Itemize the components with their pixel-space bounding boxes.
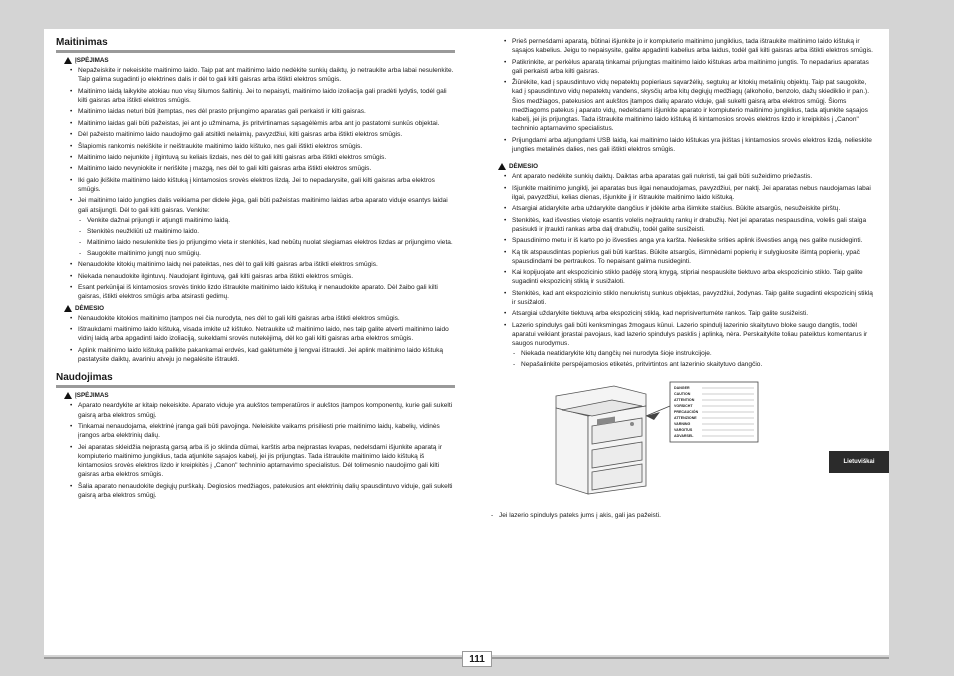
caution-heading bbox=[64, 304, 455, 313]
list-item: • Spausdinimo metu ir iš karto po jo išvesties anga yra karšta. Nelieskite srities aplink išvesties angą nes galite nusideginti. bbox=[512, 236, 878, 245]
label-text-line: CAUTION bbox=[674, 391, 691, 396]
caution-list bbox=[56, 314, 455, 364]
list-item: • Atsargiai atidarykite arba uždarykite dangčius ir įdėkite arba išimkite stalčius. Būkite atsargūs, nesužeiskite pirštų. bbox=[512, 204, 878, 213]
list-item: • Patikrinkite, ar perkėlus aparatą tinkamai prijungtas maitinimo laido kištukas arba maitinimo jungtis. To nepadarius aparatas gali perkaisti arba kilti gaisras. bbox=[512, 58, 878, 76]
warning-label: ĮSPĖJIMAS bbox=[75, 392, 109, 400]
list-item: • Maitinimo laidą laikykite atokiau nuo visų šilumos šaltinių. Jei to nepaisyti, maitinimo laido izoliacija gali pradėti lydytis, todėl gali kilti gaisras arba ištikti elektros smūgis. bbox=[78, 87, 455, 105]
sub-list-item: - Nepašalinkite perspėjamosios etiketės, pritvirtintos ant lazerinio skaitytuvo dangčio. bbox=[521, 360, 878, 369]
list-item bbox=[512, 321, 878, 370]
list-item: • Iki galo įkiškite maitinimo laido kištuką į kintamosios srovės elektros lizdą. Jei to nepadarysite, gali kilti gaisras arba elektros smūgis. bbox=[78, 176, 455, 194]
list-item: • Žiūrėkite, kad į spausdintuvo vidų nepatektų popieriaus sąvaržėlių, segtukų ar kitokių metalinių objektų. Taip pat saugokite, kad į spausdintuvo vidų nepatektų vandens, skysčių arba kitų degiųjų medžiagų (alkoholio, benzolo, dažų skiediklio ir pan.). Šios medžiagos, patekusios ant aukštos įtampos dalių aparato viduje, gali sukelti gaisrą arba elektros smūgį. Šioms medžiagoms patekus į aparato vidų, nedelsdami išjunkite aparato ir kompiuterio maitinimo jungiklius, tada atjunkite sąsajos kabelį, jei jis prijungtas. Tada ištraukite maitinimo laido kištuką iš kintamosios srovės elektros lizdo ir kreipkitės į „Canon" techninio aptarnavimo specialistus. bbox=[512, 78, 878, 133]
figure-caption-list bbox=[490, 511, 878, 520]
list-item: • Šalia aparato nenaudokite degiųjų purškalų. Degiosios medžiagos, patekusios ant elektrinių dalių spausdintuvo viduje, gali sukelti gaisrą arba elektros smūgį. bbox=[78, 482, 455, 500]
list-item: • Prijungdami arba atjungdami USB laidą, kai maitinimo laido kištukas yra įkištas į kintamosios srovės elektros lizdą, nelieskite jungties metalinės dalies, nes gali ištikti elektros smūgis. bbox=[512, 136, 878, 154]
list-item: • Maitinimo laido nevyniokite ir neriškite į mazgą, nes dėl to gali kilti gaisras arba ištikti elektros smūgis. bbox=[78, 164, 455, 173]
sub-list-item: - Venkite dažnai prijungti ir atjungti maitinimo laidą. bbox=[87, 216, 455, 225]
sub-list-item: - Stenkitės neužkliūti už maitinimo laido. bbox=[87, 227, 455, 236]
sub-list-item: - Saugokite maitinimo jungtį nuo smūgių. bbox=[87, 249, 455, 258]
warning-triangle-icon bbox=[64, 57, 72, 64]
right-column bbox=[490, 37, 878, 522]
label-text-line: ATTENZIONE bbox=[674, 415, 697, 420]
list-item: • Stenkitės, kad išvesties vietoje esantis volelis neįtrauktų rankų ir drabužių. Net jei aparatas nespausdina, volelis gali staiga pasisukti ir įtraukti rankas arba dalį drabužių, todėl galite susižeisti. bbox=[512, 216, 878, 234]
label-text-line: VARNING bbox=[674, 421, 691, 426]
list-item-text: Jei maitinimo laido jungties dalis veikiama per didele jėga, gali būti pažeistas maitinimo laidas arba aparato viduje esantys laidai gali atsijungti. Dėl to gali kilti gaisras. Venkite: bbox=[78, 197, 448, 214]
left-column bbox=[56, 37, 455, 502]
label-text-line: ATTENTION bbox=[674, 397, 695, 402]
section-title-naudojimas: Naudojimas bbox=[56, 372, 455, 388]
list-item-text: Lazerio spindulys gali būti kenksmingas žmogaus kūnui. Lazerio spindulį lazerinio skaitytuvo bloke saugo dangtis, todėl aparatui veikiant įprastai pavojaus, kad lazerio spindulys pasklis į aplinką, nėra. Perskaitykite toliau pateiktus komentarus ir saugos nurodymus. bbox=[512, 321, 868, 348]
list-item: • Ištraukdami maitinimo laido kištuką, visada imkite už kištuko. Netraukite už maitinimo laido, nes taip galite atverti maitinimo laido vidinį laidą arba apgadinti laido izoliaciją, sukeldami srovės nutekėjimą, dėl ko gali kilti gaisras arba elektros smūgis. bbox=[78, 325, 455, 343]
language-tab: Lietuviškai bbox=[829, 451, 889, 473]
caution-heading bbox=[498, 162, 878, 171]
sub-list bbox=[512, 349, 878, 369]
list-item: • Niekada nenaudokite ilgintuvų. Naudojant ilgintuvą, gali kilti gaisras arba ištikti elektros smūgis. bbox=[78, 272, 455, 281]
warning-triangle-icon bbox=[64, 392, 72, 399]
list-item: • Kai kopijuojate ant ekspozicinio stiklo padėję storą knygą, stipriai nespauskite tiektuvo arba ekspozicinio stiklo. Taip galite sugadinti ekspozicinį stiklą ir susižaloti. bbox=[512, 268, 878, 286]
list-item: • Maitinimo laidas neturi būti įtemptas, nes dėl prasto prijungimo aparatas gali perkaisti ir kilti gaisras. bbox=[78, 107, 455, 116]
list-item: • Nenaudokite kitokių maitinimo laidų nei pateiktas, nes dėl to gali kilti gaisras arba ištikti elektros smūgis. bbox=[78, 260, 455, 269]
list-item: • Tinkamai nenaudojama, elektrinė įranga gali būti pavojinga. Neleiskite vaikams prisiliesti prie maitinimo laidų, kabelių, vidinės įrangos arba elektrinių dalių. bbox=[78, 422, 455, 440]
warning-list-continued bbox=[490, 37, 878, 154]
page-number: 111 bbox=[462, 651, 492, 667]
warning-list bbox=[56, 66, 455, 301]
sub-list bbox=[78, 216, 455, 258]
list-item: • Ant aparato nedėkite sunkių daiktų. Daiktas arba aparatas gali nukristi, tai gali būti sužeidimo priežastis. bbox=[512, 172, 878, 181]
caution-label: DĖMESIO bbox=[509, 163, 539, 170]
list-item: • Jei aparatas skleidžia neįprastą garsą arba iš jo sklinda dūmai, karštis arba neįprastas kvapas, nedelsdami išjunkite aparatą ir kompiuterio maitinimo jungiklius, tada atjunkite sąsajos kabelį, jei jis prijungtas. Tada ištraukite maitinimo laido kištuką iš kintamosios srovės elektros lizdo ir kreipkitės į „Canon" techninio aptarnavimo specialistus. Dėl tolimesnio naudojimo gali kilti gaisras arba elektros smūgis. bbox=[78, 443, 455, 480]
caution-list bbox=[490, 172, 878, 369]
caution-triangle-icon bbox=[64, 305, 72, 312]
list-item bbox=[78, 196, 455, 258]
printer-with-warning-label-figure bbox=[542, 376, 802, 504]
label-text-line: PRECAUCIÓN bbox=[674, 409, 699, 414]
list-item: • Aparato neardykite ar kitaip nekeiskite. Aparato viduje yra aukštos temperatūros ir aukštos įtampos komponentų, kurie gali sukelti gaisrą arba elektros smūgį. bbox=[78, 401, 455, 419]
list-item: • Nepažeiskite ir nekeiskite maitinimo laido. Taip pat ant maitinimo laido nedėkite sunkių daiktų, jo netraukite arba labai nesulenkite. Taip galima sugadinti jo elektrines dalis ir dėl to gali kilti gaisras arba ištikti elektros smūgis. bbox=[78, 66, 455, 84]
figure-caption: - Jei lazerio spindulys pateks jums į akis, gali jas pažeisti. bbox=[499, 511, 878, 520]
label-text-line: VORSICHT bbox=[674, 403, 693, 408]
label-text-line: DANGER bbox=[674, 385, 690, 390]
list-item: • Maitinimo laidas gali būti pažeistas, jei ant jo užminama, jis pritvirtinamas sąsagėlėmis arba ant jo pastatomi sunkūs objektai. bbox=[78, 119, 455, 128]
list-item: • Aplink maitinimo laido kištuką palikite pakankamai erdvės, kad galėtumėte jį lengvai ištraukti. Jei aplink maitinimo laido kištuką pastatysite daiktų, avariniu atveju jo negalėsite ištraukti. bbox=[78, 346, 455, 364]
printer-illustration bbox=[542, 376, 878, 507]
list-item: • Prieš perneśdami aparatą, būtinai išjunkite jo ir kompiuterio maitinimo jungiklius, tada ištraukite maitinimo laido kištuką ir sąsajos kabelius. Jeigu to nepaisysite, galite apgadinti kabelius arba laidus, todėl gali kilti gaisras arba ištikti elektros smūgis. bbox=[512, 37, 878, 55]
manual-page bbox=[44, 29, 889, 655]
list-item: • Dėl pažeisto maitinimo laido naudojimo gali atsitikti nelaimių, pavyzdžiui, kilti gaisras arba ištikti elektros smūgis. bbox=[78, 130, 455, 139]
list-item: • Išjunkite maitinimo jungiklį, jei aparatas bus ilgai nenaudojamas, pavyzdžiui, per naktį. Jei aparatas nebus naudojamas labai ilgai, pavyzdžiui, kelias dienas, išjunkite jį ir ištraukite maitinimo laido kištuką. bbox=[512, 184, 878, 202]
label-text-line: VAROITUS bbox=[674, 427, 693, 432]
caution-triangle-icon bbox=[498, 163, 506, 170]
list-item: • Atsargiai uždarykite tiektuvą arba ekspozicinį stiklą, kad neprisivertumėte rankos. Taip galite susižeisti. bbox=[512, 309, 878, 318]
label-text-line: ADVARSEL bbox=[674, 433, 694, 438]
warning-label: ĮSPĖJIMAS bbox=[75, 57, 109, 64]
list-item: • Maitinimo laido nejunkite į ilgintuvą su keliais lizdais, nes dėl to gali kilti gaisras arba ištikti elektros smūgis. bbox=[78, 153, 455, 162]
caution-label: DĖMESIO bbox=[75, 304, 105, 312]
sub-list-item: - Maitinimo laido nesulenkite ties jo prijungimo vieta ir stenkitės, kad nebūtų nuolat slegiamas elektros lizdas ar prijungimo vieta. bbox=[87, 238, 455, 247]
warning-heading bbox=[64, 56, 455, 65]
warning-list bbox=[56, 401, 455, 500]
list-item: • Stenkitės, kad ant ekspozicinio stiklo nenukristų sunkus objektas, pavyzdžiui, žodynas. Taip galite sugadinti ekspozicinį stiklą ir susižaloti. bbox=[512, 289, 878, 307]
list-item: • Šlapiomis rankomis nekiškite ir neištraukite maitinimo laido kištuko, nes gali ištikti elektros smūgis. bbox=[78, 142, 455, 151]
list-item: • Esant perkūnijai iš kintamosios srovės tinklo lizdo ištraukite maitinimo laido kištuką ir nenaudokite aparato. Dėl žaibo gali kilti gaisras, ištikti elektros smūgis arba atsirasti gedimų. bbox=[78, 283, 455, 301]
list-item: • Nenaudokite kitokios maitinimo įtampos nei čia nurodyta, nes dėl to gali kilti gaisras arba ištikti elektros smūgis. bbox=[78, 314, 455, 323]
warning-heading bbox=[64, 391, 455, 400]
section-title-maitinimas: Maitinimas bbox=[56, 37, 455, 53]
sub-list-item: - Niekada neatidarykite kitų dangčių nei nurodyta šioje instrukcijoje. bbox=[521, 349, 878, 358]
list-item: • Ką tik atspausdintas popierius gali būti karštas. Būkite atsargūs, išimnėdami popierių ir sulygiuosite išimtą popierių, ypač spausdindami be pertraukos. To nepaisant galima nusideginti. bbox=[512, 248, 878, 266]
